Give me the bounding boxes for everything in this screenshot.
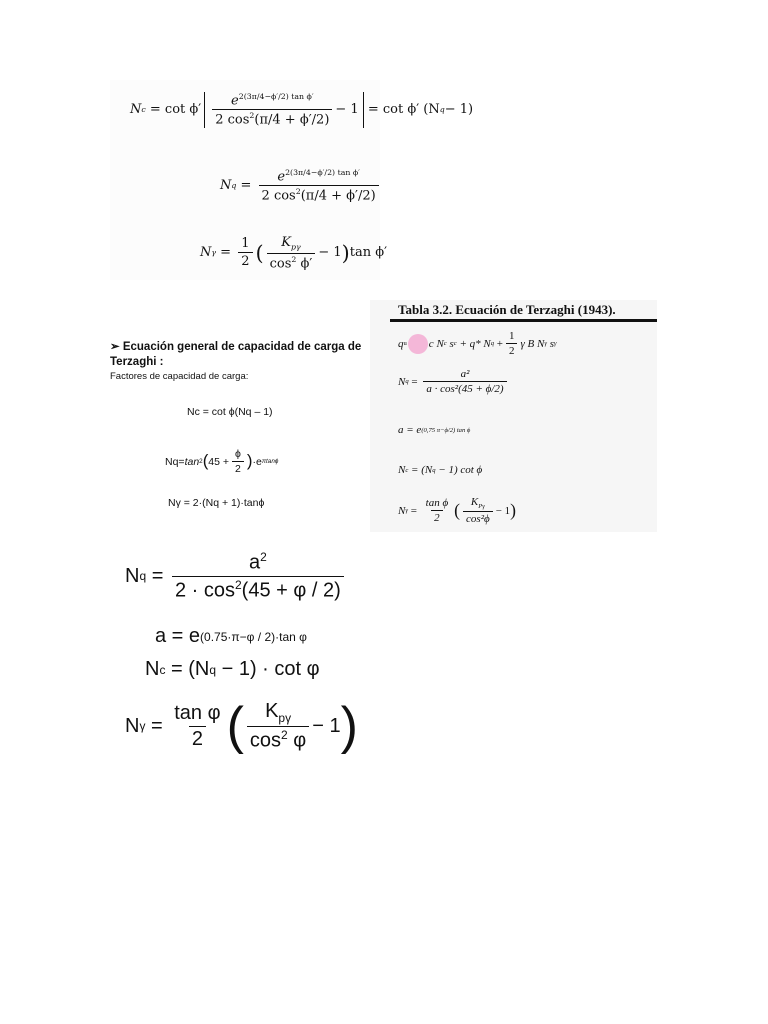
a3-exp: (0,75 π−ϕ/2) tan ϕ [421,426,471,434]
ng-tan: tan ϕ′ [349,245,388,261]
nq-equation-2: Nq= tan 2 ( 45 + $\frac{\phi}{2}$ ) ·e πtanϕ [165,448,279,475]
ngamma-equation-3: N γ = $\frac{\text{tan ϕ}}{2}$ ( $\frac{K_{P\gamma}}{\text{cos²ϕ}}$ − 1 ) [398,496,517,526]
heading-text: Ecuación general de capacidad de carga de Terzaghi : [110,341,362,368]
nc-equation-3 [398,464,482,476]
ng4-phi: φ [293,729,307,752]
ng3-k: K [470,496,479,508]
nq-exp-minus: ϕ′ [317,168,325,177]
ng4-minus-one: − 1 [312,714,341,737]
qu-c: c [428,337,434,350]
ng4-k: K [265,700,279,722]
minus-one: − 1 [335,102,359,118]
nq4-sub: q [139,569,147,584]
ng3-den: 2 [431,510,443,524]
terzaghi-formulas-block-2 [110,340,370,520]
nq2-frac [232,448,244,475]
a4-exp: (0.75·π−φ / 2)·tan φ [200,629,307,644]
title-rule [390,319,657,322]
nq-equation: N q = $\frac{e^{2(3\pi/4-\phi'/2) tan \phi'}}{2 \cos^2(\pi/4 + \phi'/2)}$ [220,168,382,204]
ng4-kfrac [247,700,309,753]
qu-sub: u [403,340,407,347]
ng4-den: 2 [189,726,206,751]
qu-nc-sub: c [443,340,447,347]
ng3-sub: γ [405,507,408,515]
nq2-two: 2 [232,461,244,475]
ngamma-equation: N γ = $\frac{1}{2}$ ( $\frac{K_{p\gamma}}{\cos^2 \phi'}$ − 1 ) tan ϕ′ [200,235,388,271]
nq2-lhs: Nq= [165,455,185,468]
nq3-num: a² [460,368,470,380]
half-fraction [238,236,252,269]
nc4-rhs-end: − 1) · cot φ [221,658,320,680]
nq-symbol: N [220,178,232,194]
ng-subscript: γ [211,248,217,258]
nq-subscript: q [231,181,237,191]
ngamma-equation-2: Nγ = 2·(Nq + 1)·tanϕ [168,497,265,509]
kpy-symbol: K [281,235,292,250]
nq-fraction: $\frac{e^{2(3\pi/4-\phi'/2) tan \phi'}}{2 \cos^2(\pi/4 + \phi'/2)}$ [259,168,379,204]
qu-s-sub: γ [554,340,557,347]
exp-minus: ϕ′ [270,92,279,101]
terzaghi-table-3-2 [370,300,657,532]
nq3-sub: q [405,378,409,385]
qu-nc: N [436,337,444,350]
nq4-frac [172,550,344,602]
nq-den-four: 4 [318,188,327,204]
qu-sc-sub: c [453,340,457,347]
nq-exp-tan: tan ϕ′ [337,168,360,177]
nq2-sq: 2 [199,458,203,465]
exp-den2: 2 [280,92,286,101]
a-equation-3 [398,424,470,436]
nq-equation-3: N q = $\frac{\text{a²}}{\text{a · cos²(45 + ϕ/2)}}$ [398,368,510,395]
nc4-rhs-sub: q [209,662,217,677]
a3-lhs: a = e [398,424,422,436]
nq2-45: 45 + [208,455,230,468]
nq2-exp: πtanϕ [261,458,279,465]
nc4-sub: c [159,662,166,677]
cot-phi: cot ϕ′ [164,102,202,118]
qu-plus-q: + q* N [459,337,491,350]
nq3-frac [423,368,506,395]
nc4-symbol: N [145,658,160,680]
nq3-symbol: N [398,375,406,388]
nc-equation: N c = cot ϕ′ $\frac{e^{2(3\pi/4-\phi'/2) tan \phi'}}{2 \cos^2(\pi/4 + \phi'/2)}$ − 1 = cot ϕ′ (N q − 1) [130,92,474,128]
qu-plus: + [496,337,503,350]
nq4-den1: 2 · cos [174,579,235,602]
nq2-e: ·e [252,455,262,468]
nq-exp-num: 3π [293,168,304,177]
nq-den-cos: 2 cos [261,188,296,204]
bullet-arrow-icon: ➢ [110,341,120,353]
table-title: Tabla 3.2. Ecuación de Terzaghi (1943). [398,302,616,317]
nc-symbol: N [130,102,142,118]
nq2-phi: ϕ [235,448,241,460]
den-pi: π [259,112,268,128]
nc3-sub: c [405,466,409,474]
nq-den-phi: ϕ′ [346,188,358,204]
qu-gamma-b-n: γ B N [520,337,545,350]
nq-den-sq: 2 [295,187,301,197]
qu-half [506,330,518,357]
half-den: 2 [238,252,252,269]
terzaghi-formulas-block-1 [110,80,474,280]
den-phi: ϕ′ [299,112,312,128]
nq-exp-den: 4 [305,168,311,177]
ngamma-equation-4: N γ = $\frac{\text{tan φ}}{2}$ ( $\frac{K_{p\gamma}}{\cos^2 \varphi}$ − 1 ) [125,697,358,756]
den-four: 4 [272,112,281,128]
nq2-tan: tan [184,455,200,468]
nq-e: e [277,169,286,185]
exp-factor: 2 [238,92,244,101]
nc4-rhs: = (N [171,658,210,680]
qu-plus-q-sub: q [490,340,494,347]
qu-equation [398,330,557,357]
nq4-symbol: N [125,564,140,587]
nc-fraction: $\frac{e^{2(3\pi/4-\phi'/2) tan \phi'}}{2 \cos^2(\pi/4 + \phi'/2)}$ [212,92,332,128]
qu-half-num: 1 [508,330,515,342]
nq3-den: a · cos²(45 + ϕ/2) [423,381,506,395]
ng4-k-sub: pγ [278,711,292,725]
nc-rhs-sub: q [439,105,445,115]
kpy-sub: pγ [291,242,301,252]
nc3-symbol: N [398,464,406,476]
den-sq: 2 [249,111,255,121]
nq-den-two: 2 [362,188,371,204]
qu-symbol: q [398,337,404,350]
a4-lhs: a = e [155,625,201,647]
ng4-cos-sup: 2 [281,728,288,742]
a-equation-4 [155,625,307,648]
ng3-minus-one: − 1 [495,504,511,517]
nq-equation-4: N q = $\frac{a^2}{2 \cdot \cos^2(45 + \varphi / 2)}$ [125,550,347,602]
ng-symbol: N [200,245,212,261]
half-num: 1 [241,236,250,252]
ng4-num: tan φ [174,701,221,724]
ng4-frac [171,702,223,751]
ng-minus-one: − 1 [318,245,342,261]
ng3-k-sub: Pγ [478,503,485,511]
ng3-frac [423,497,452,524]
exp-den: 4 [259,92,265,101]
nq4-den-sup: 2 [234,577,242,592]
cursor-highlight-icon [408,334,428,354]
ng4-symbol: N [125,714,140,737]
nq-exp-factor: 2 [285,168,291,177]
exp-tan: tan ϕ′ [291,92,314,101]
nq4-den2: (45 + φ / 2) [241,579,341,602]
nq-den-pi: π [305,188,315,204]
ng4-cos: cos [249,729,282,752]
terzaghi-formulas-block-4 [120,550,370,775]
subtitle: Factores de capacidad de carga: [110,371,249,382]
den-cos: 2 cos [215,112,250,128]
nc3-rhs: = (N [411,464,433,476]
section-heading [110,340,370,370]
nc-rhs: = cot ϕ′ (N [367,102,440,118]
nc-subscript: c [141,105,146,115]
nc-equation-2: Nc = cot ϕ(Nq – 1) [187,406,273,418]
nq-exp-den2: 2 [327,168,333,177]
qu-gamma-sub: γ [544,340,547,347]
nc-rhs-end: − 1) [444,102,474,118]
nc-bracket [204,92,364,128]
nq4-num-sup: 2 [260,550,267,564]
qu-sc: s [449,337,454,350]
cos-sq: 2 [291,254,297,264]
cos-text: cos [269,255,292,271]
nq4-num: a [248,551,261,574]
nc3-rhs-end: − 1) cot ϕ [438,464,483,476]
ng3-num: tan ϕ [425,497,449,510]
nc3-rhs-sub: q [432,466,436,474]
exp-num: 3π [246,92,257,101]
qu-s: s [549,337,554,350]
ng3-cos: cos²ϕ [463,511,493,525]
den-two: 2 [316,112,325,128]
ng3-kfrac [463,496,493,525]
e-symbol: e [231,93,239,109]
nc-equation-4 [145,658,320,681]
ng3-symbol: N [398,504,406,517]
ng4-sub: γ [139,719,146,734]
cos-arg: ϕ′ [300,255,313,271]
qu-half-den: 2 [506,343,518,357]
kpy-fraction [267,235,316,271]
